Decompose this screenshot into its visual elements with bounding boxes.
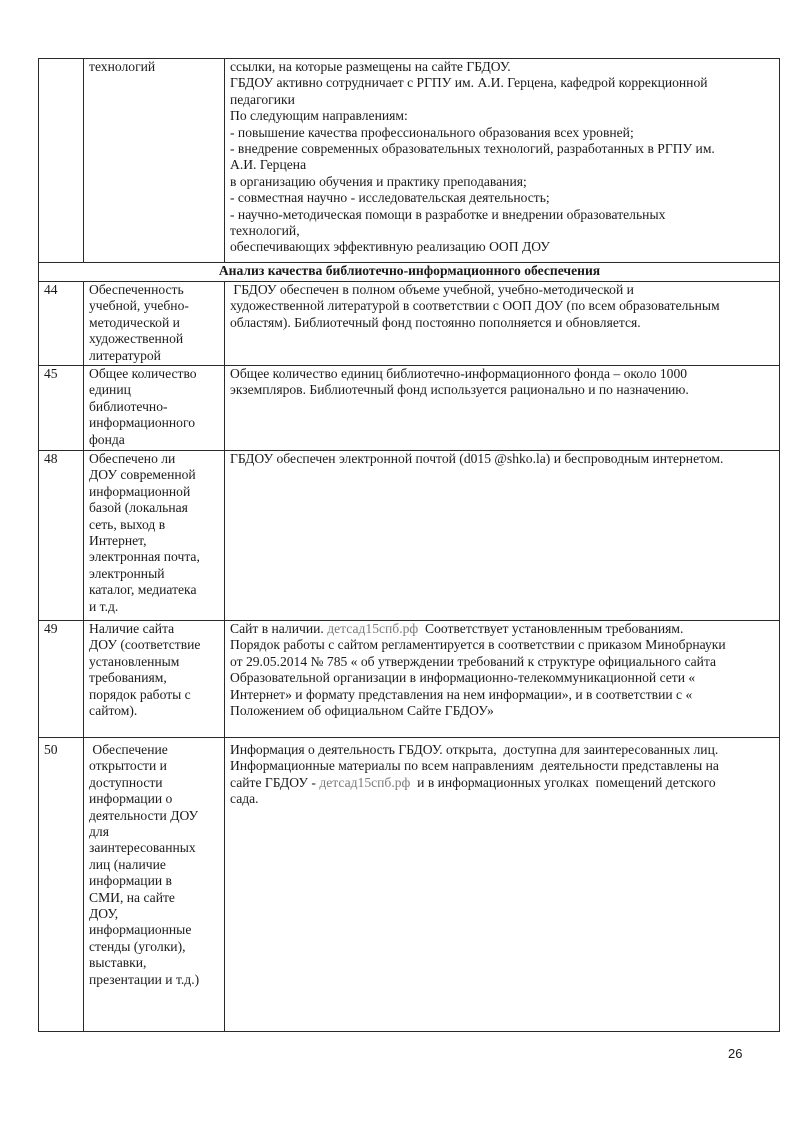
content-line: По следующим направлениям: — [230, 108, 408, 124]
criterion-line: Обеспечение — [89, 742, 168, 757]
criterion-line: порядок работы с — [89, 686, 191, 702]
content-line: художественной литературой в соответствии с ООП ДОУ (по всем образовательным — [230, 298, 720, 314]
criterion-line: базой (локальная — [89, 500, 188, 516]
content-text: сайте ГБДОУ - — [230, 774, 320, 790]
criterion-line: заинтересованных — [89, 840, 196, 856]
content-line: технологий, — [230, 223, 300, 239]
content-line: - совместная научно - исследовательская деятельность; — [230, 190, 550, 206]
page-number: 26 — [728, 1046, 743, 1061]
criterion-line: каталог, медиатека — [89, 582, 197, 598]
content-line: экземпляров. Библиотечный фонд используется рационально и по назначению. — [230, 382, 689, 398]
content-line: ГБДОУ обеспечен электронной почтой (d015 @shko.la) и беспроводным интернетом. — [230, 451, 724, 466]
criterion-line: методической и — [89, 314, 180, 330]
criterion-cell — [84, 59, 225, 263]
criterion-line: литературой — [89, 347, 161, 363]
criterion-line: сеть, выход в — [89, 516, 166, 532]
content-line: обеспечивающих эффективную реализацию ООП ДОУ — [230, 239, 550, 255]
criterion-line: ДОУ (соответствие — [89, 637, 201, 653]
content-cell — [225, 738, 780, 1032]
criterion-cell — [84, 366, 225, 451]
row-number — [39, 59, 84, 263]
table-row-49 — [39, 621, 780, 738]
content-line: в организацию обучения и практику преподавания; — [230, 173, 527, 189]
criterion-line: деятельности ДОУ — [89, 807, 199, 823]
table-row-45 — [39, 366, 780, 451]
row-number: 45 — [39, 366, 84, 451]
criterion-line: Интернет, — [89, 533, 147, 549]
criterion-line: Общее количество — [89, 366, 197, 381]
content-cell — [225, 59, 780, 263]
content-cell — [225, 621, 780, 738]
criterion-line: Обеспеченность — [89, 282, 184, 297]
criterion-line: стенды (уголки), — [89, 938, 186, 954]
criterion-line: ДОУ современной — [89, 467, 196, 483]
criterion-line: Наличие сайта — [89, 621, 175, 636]
criterion-line: фонда — [89, 431, 125, 447]
content-line: ГБДОУ активно сотрудничает с РГПУ им. А.И. Герцена, кафедрой коррекционной — [230, 75, 708, 91]
criterion-text: технологий — [89, 59, 156, 74]
criterion-line: установленным — [89, 653, 180, 669]
content-line: - внедрение современных образовательных технологий, разработанных в РГПУ им. — [230, 141, 715, 157]
content-text: и в информационных уголках помещений детского — [410, 774, 716, 790]
criterion-line: выставки, — [89, 955, 147, 971]
content-line: - повышение качества профессионального образования всех уровней; — [230, 124, 634, 140]
criterion-line: информационной — [89, 483, 191, 499]
criterion-cell — [84, 621, 225, 738]
content-line: Порядок работы с сайтом регламентируется в соответствии с приказом Минобрнауки — [230, 637, 726, 653]
content-line: А.И. Герцена — [230, 157, 307, 173]
criterion-line: информации в — [89, 873, 172, 889]
content-line: Интернет» и формату представления на нем информации», и в соответствии с « — [230, 686, 693, 702]
table-row-48 — [39, 451, 780, 621]
criterion-cell — [84, 451, 225, 621]
site-link[interactable]: детсад15спб.рф — [319, 774, 411, 790]
content-line: педагогики — [230, 91, 295, 107]
content-line: Образовательной организации в информационно-телекоммуникационной сети « — [230, 670, 696, 686]
content-line: - научно-методическая помощи в разработке и внедрении образовательных — [230, 206, 666, 222]
table-row-44 — [39, 282, 780, 366]
content-line — [230, 775, 775, 791]
criterion-line: информационные — [89, 922, 192, 938]
criterion-line: учебной, учебно- — [89, 298, 189, 314]
content-line: ссылки, на которые размещены на сайте ГБДОУ. — [230, 59, 511, 74]
criterion-cell — [84, 738, 225, 1032]
row-number: 44 — [39, 282, 84, 366]
content-line: Общее количество единиц библиотечно-информационного фонда – около 1000 — [230, 366, 688, 381]
criterion-line: информации о — [89, 791, 173, 807]
criterion-line: лиц (наличие — [89, 856, 166, 872]
criterion-line: ДОУ, — [89, 906, 119, 922]
criterion-line: требованиям, — [89, 670, 167, 686]
criterion-line: доступности — [89, 774, 163, 790]
content-line: Информация о деятельность ГБДОУ. открыта, доступна для заинтересованных лиц. — [230, 742, 719, 757]
criterion-line: и т.д. — [89, 598, 119, 614]
table-row-50 — [39, 738, 780, 1032]
criterion-cell — [84, 282, 225, 366]
content-cell — [225, 366, 780, 451]
content-cell — [225, 451, 780, 621]
criterion-line: Обеспечено ли — [89, 451, 176, 466]
content-text: Сайт в наличии. — [230, 621, 328, 636]
table-row-top — [39, 59, 780, 263]
criterion-line: художественной — [89, 331, 184, 347]
criterion-line: единиц — [89, 382, 131, 398]
row-number: 49 — [39, 621, 84, 738]
criterion-line: СМИ, на сайте — [89, 889, 175, 905]
criterion-line: презентации и т.д.) — [89, 971, 200, 987]
row-number: 50 — [39, 738, 84, 1032]
content-line — [230, 621, 775, 637]
content-line: от 29.05.2014 № 785 « об утверждении требований к структуре официального сайта — [230, 653, 717, 669]
content-line: Положением об официальном Сайте ГБДОУ» — [230, 703, 494, 719]
content-line: ГБДОУ обеспечен в полном объеме учебной, учебно-методической и — [230, 282, 634, 297]
criterion-line: электронный — [89, 565, 165, 581]
criterion-line: сайтом). — [89, 703, 138, 719]
content-text: Соответствует установленным требованиям. — [418, 621, 684, 636]
section-title: Анализ качества библиотечно-информационного обеспечения — [39, 263, 780, 282]
content-line: сада. — [230, 791, 259, 807]
document-table — [38, 58, 780, 1032]
criterion-line: открытости и — [89, 758, 167, 774]
criterion-line: библиотечно- — [89, 398, 168, 414]
criterion-line: электронная почта, — [89, 549, 200, 565]
section-header-row — [39, 263, 780, 282]
row-number: 48 — [39, 451, 84, 621]
site-link[interactable]: детсад15спб.рф — [327, 621, 419, 636]
content-line: областям). Библиотечный фонд постоянно пополняется и обновляется. — [230, 314, 641, 330]
content-cell — [225, 282, 780, 366]
content-line: Информационные материалы по всем направлениям деятельности представлены на — [230, 758, 719, 774]
criterion-line: для — [89, 824, 109, 840]
criterion-line: информационного — [89, 415, 196, 431]
